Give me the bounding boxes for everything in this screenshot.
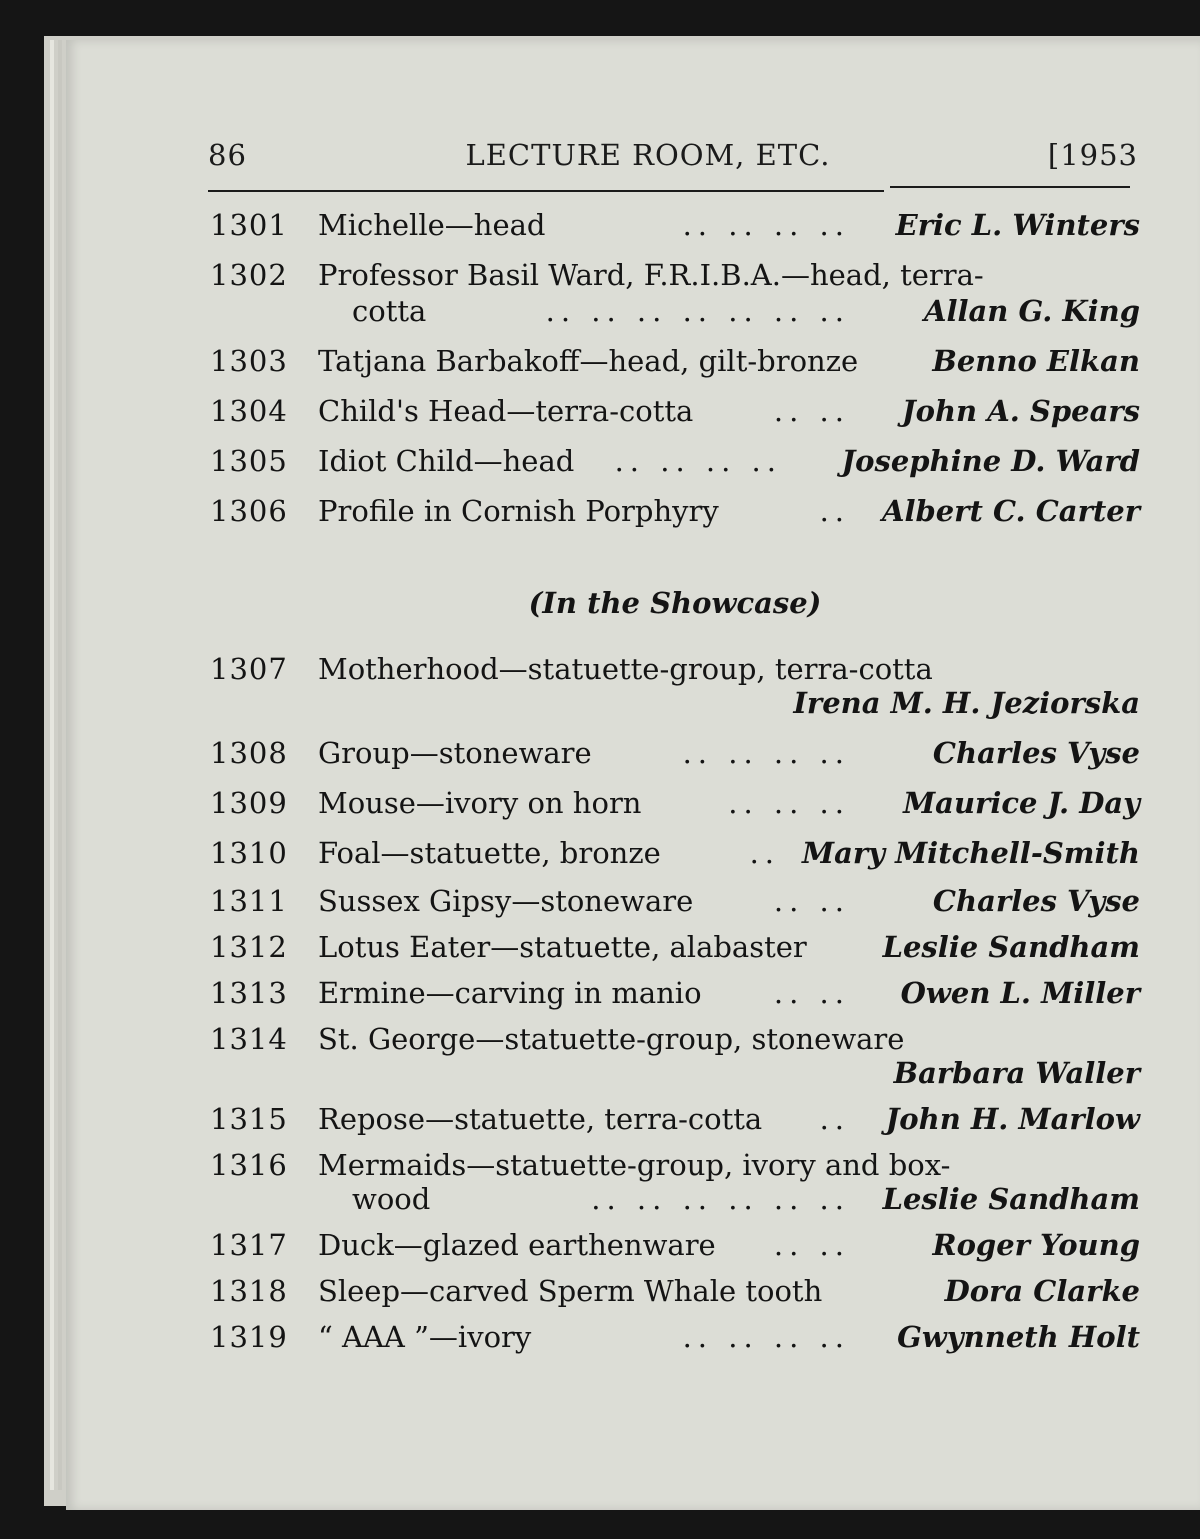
entry-title: Ermine—carving in manio (318, 976, 702, 1010)
page-title: LECTURE ROOM, ETC. (465, 138, 831, 172)
entry-number: 1302 (210, 258, 288, 292)
leader-dots: .. (749, 836, 780, 870)
entry-artist: Owen L. Miller (900, 976, 1140, 1010)
entry-title: Sleep—carved Sperm Whale tooth (318, 1274, 823, 1308)
entry-artist: John H. Marlow (885, 1102, 1140, 1136)
running-header (208, 138, 1138, 178)
entry-title: Duck—glazed earthenware (318, 1228, 716, 1262)
leader-dots: .. .. .. .. (682, 208, 850, 242)
header-rule (208, 190, 884, 192)
leader-dots: .. .. .. .. (682, 736, 850, 770)
entry-artist: Gwynneth Holt (897, 1320, 1140, 1354)
entry-number: 1307 (210, 652, 288, 686)
entry-artist: Barbara Waller (893, 1056, 1140, 1090)
catalogue-entry (210, 1022, 1140, 1092)
entry-title: Lotus Eater—statuette, alabaster (318, 930, 807, 964)
entry-title: Professor Basil Ward, F.R.I.B.A.—head, terra- (318, 258, 984, 292)
catalogue-entry (210, 1148, 1140, 1218)
entry-title: Idiot Child—head (318, 444, 575, 478)
entry-artist: Josephine D. Ward (841, 444, 1140, 478)
entry-artist: Mary Mitchell-Smith (801, 836, 1140, 870)
entry-number: 1310 (210, 836, 288, 870)
page-year: [1953 (1047, 138, 1138, 172)
entry-artist: Maurice J. Day (903, 786, 1140, 820)
entry-number: 1305 (210, 444, 288, 478)
leader-dots: .. .. .. (728, 786, 850, 820)
entry-number: 1314 (210, 1022, 288, 1056)
entry-title: Repose—statuette, terra-cotta (318, 1102, 763, 1136)
entry-artist: Leslie Sandham (882, 930, 1140, 964)
entry-number: 1317 (210, 1228, 288, 1262)
entry-title: Mermaids—statuette-group, ivory and box- (318, 1148, 951, 1182)
entry-artist: Eric L. Winters (895, 208, 1140, 242)
entry-number: 1309 (210, 786, 288, 820)
entry-number: 1316 (210, 1148, 288, 1182)
entry-title: Tatjana Barbakoff—head, gilt-bronze (318, 344, 859, 378)
entry-artist: Roger Young (932, 1228, 1140, 1262)
leader-dots: .. .. .. .. .. .. (591, 1182, 850, 1216)
entry-artist: Charles Vyse (932, 736, 1140, 770)
entry-title: Michelle—head (318, 208, 546, 242)
page-edge (50, 40, 54, 1490)
leader-dots: .. .. .. .. (614, 444, 782, 478)
entry-artist: Albert C. Carter (881, 494, 1140, 528)
entry-artist: Leslie Sandham (882, 1182, 1140, 1216)
entry-artist: Allan G. King (923, 294, 1140, 328)
entry-title-continued: wood (352, 1182, 431, 1216)
leader-dots: .. .. (773, 976, 850, 1010)
leader-dots: .. .. (773, 394, 850, 428)
entry-title: Child's Head—terra-cotta (318, 394, 694, 428)
section-heading: (In the Showcase) (528, 586, 822, 620)
entry-artist: Dora Clarke (944, 1274, 1140, 1308)
entry-number: 1319 (210, 1320, 288, 1354)
entry-number: 1311 (210, 884, 288, 918)
entry-title: Group—stoneware (318, 736, 592, 770)
header-rule (890, 186, 1130, 188)
entry-number: 1301 (210, 208, 288, 242)
entry-number: 1313 (210, 976, 288, 1010)
leader-dots: .. .. .. .. (682, 1320, 850, 1354)
leader-dots: .. (819, 1102, 850, 1136)
entry-title: “ AAA ”—ivory (318, 1320, 532, 1354)
entry-artist: Benno Elkan (932, 344, 1140, 378)
entry-artist: John A. Spears (901, 394, 1140, 428)
entry-title-continued: cotta (352, 294, 427, 328)
catalogue-entry (210, 258, 1140, 328)
leader-dots: .. .. (773, 884, 850, 918)
entry-artist: Charles Vyse (932, 884, 1140, 918)
entry-title: Motherhood—statuette-group, terra-cotta (318, 652, 933, 686)
entry-title: St. George—statuette-group, stoneware (318, 1022, 905, 1056)
leader-dots: .. .. .. .. .. .. .. (545, 294, 850, 328)
page-number: 86 (208, 138, 247, 172)
entry-number: 1303 (210, 344, 288, 378)
catalogue-entry (210, 652, 1140, 722)
entry-artist: Irena M. H. Jeziorska (793, 686, 1140, 720)
entry-title: Foal—statuette, bronze (318, 836, 661, 870)
entry-number: 1306 (210, 494, 288, 528)
entry-number: 1304 (210, 394, 288, 428)
entry-number: 1315 (210, 1102, 288, 1136)
entry-number: 1318 (210, 1274, 288, 1308)
leader-dots: .. .. (773, 1228, 850, 1262)
entry-number: 1308 (210, 736, 288, 770)
page-edge (58, 40, 62, 1490)
entry-title: Sussex Gipsy—stoneware (318, 884, 694, 918)
leader-dots: .. (819, 494, 850, 528)
entry-number: 1312 (210, 930, 288, 964)
entry-title: Profile in Cornish Porphyry (318, 494, 719, 528)
entry-title: Mouse—ivory on horn (318, 786, 642, 820)
